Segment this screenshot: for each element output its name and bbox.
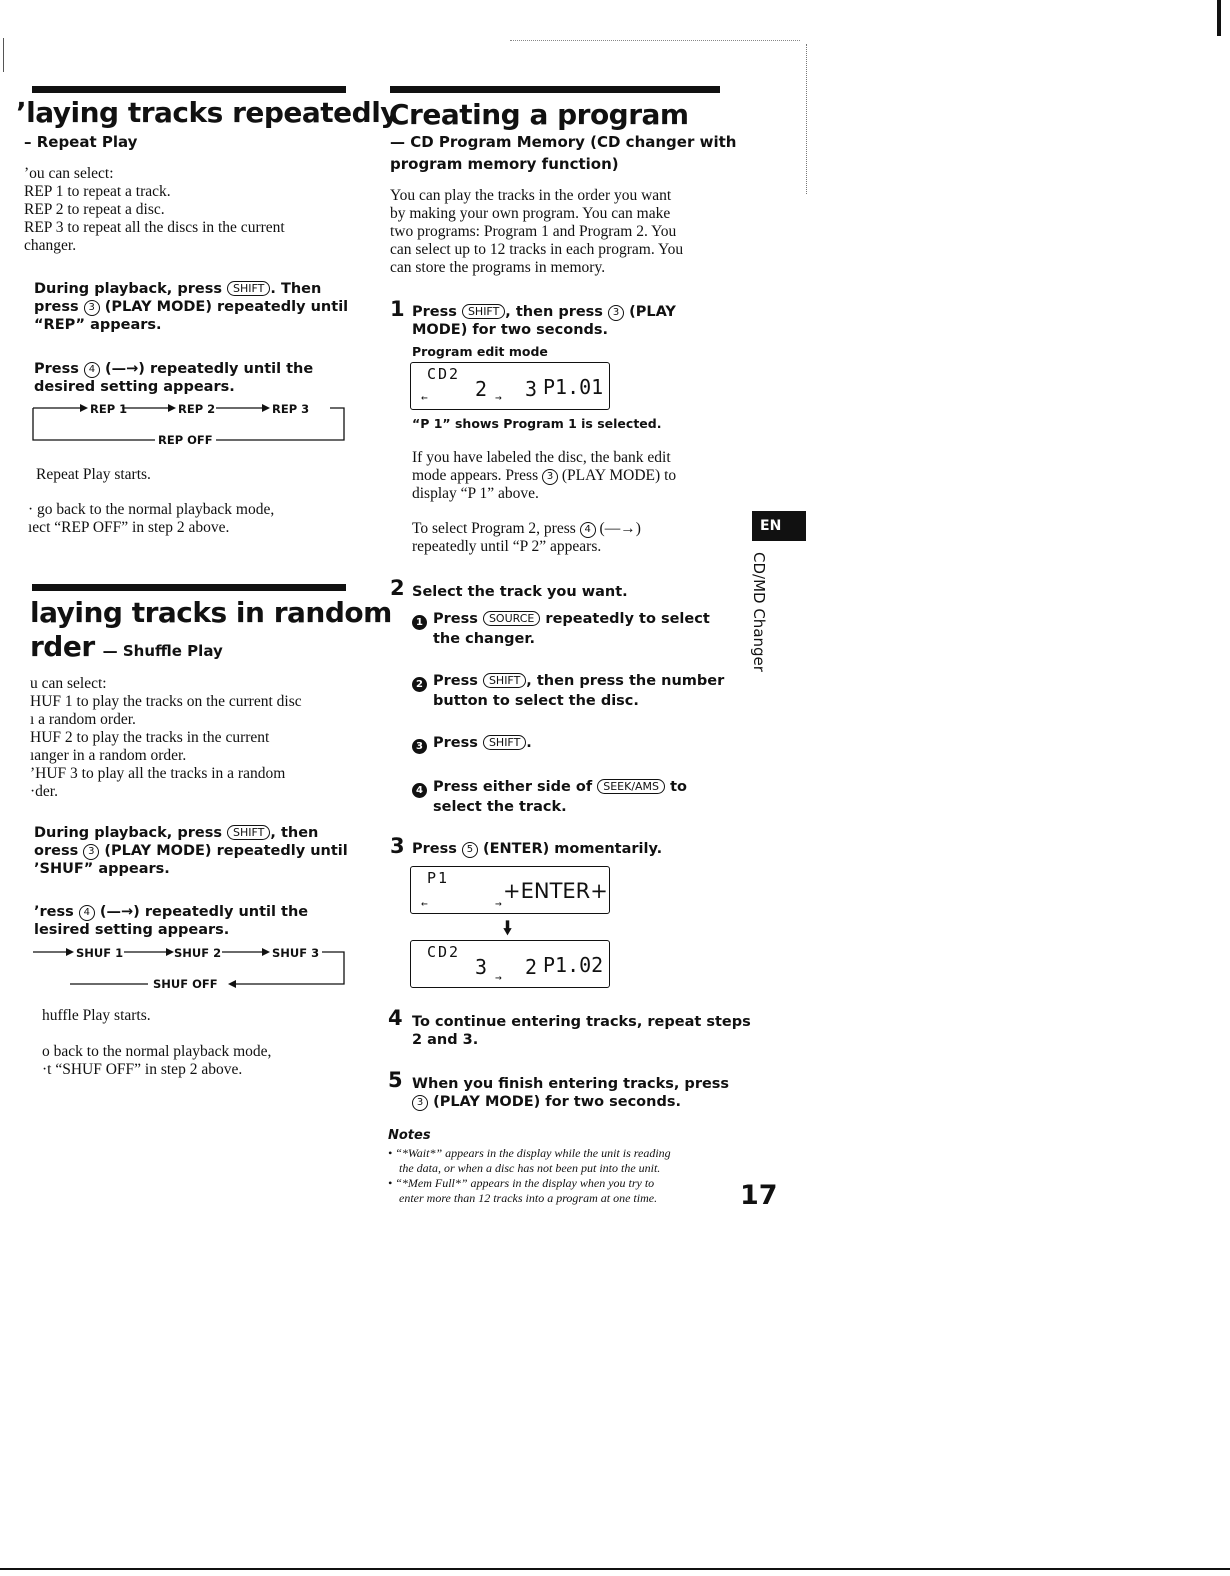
step-number: 4 — [388, 1006, 403, 1030]
notes-title: Notes — [388, 1128, 431, 1143]
flow-item: REP 2 — [178, 402, 216, 416]
edge-mark — [1217, 0, 1221, 36]
intro-text: ’ou can select: REP 1 to repeat a track. REP 2 to repeat a disc. REP 3 to repeat all the discs in the current changer. — [24, 165, 285, 254]
sub-step: 3 Press SHIFT . — [412, 734, 532, 754]
shift-key: SHIFT — [483, 673, 526, 688]
lcd-program: P1.02 — [543, 953, 604, 977]
section-rule — [32, 86, 346, 93]
page-number: 17 — [740, 1180, 778, 1211]
section-title: laying tracks in random — [30, 596, 392, 629]
intro-text: u can select: HUF 1 to play the tracks on the current disc ı a random order. HUF 2 to play the tracks in the current ıanger in a random order. ’HUF 3 to play all the tracks in a random ·der. — [30, 675, 302, 800]
shift-key: SHIFT — [227, 825, 270, 840]
page-title: Creating a program — [389, 98, 689, 131]
scan-line — [806, 44, 808, 194]
shift-key: SHIFT — [483, 735, 526, 750]
section-rule — [390, 86, 720, 93]
section-title-line2: rder — Shuffle Play — [30, 630, 223, 663]
lcd-arrow-icon: → — [495, 897, 502, 910]
button-3-icon: 3 — [83, 844, 99, 860]
sub-step: 1 Press SOURCE repeatedly to select the changer. — [412, 610, 710, 648]
button-3-icon: 3 — [412, 1095, 428, 1111]
flow-item: REP 1 — [90, 402, 128, 416]
button-4-icon: 4 — [580, 522, 596, 538]
step-text: During playback, press SHIFT , then oress 3 (PLAY MODE) repeatedly until ’SHUF” appears. — [34, 825, 348, 877]
step-text: When you finish entering tracks, press 3 (PLAY MODE) for two seconds. — [412, 1076, 730, 1110]
step-number: 5 — [388, 1068, 403, 1092]
section-title: ʼlaying tracks repeatedly — [16, 96, 399, 129]
sub-step: 2 Press SHIFT , then press the number button to select the disc. — [412, 672, 724, 710]
flow-item: SHUF OFF — [150, 977, 221, 991]
caption: “P 1” shows Program 1 is selected. — [412, 416, 662, 431]
button-4-icon: 4 — [79, 905, 95, 921]
notes-text: • “*Wait*” appears in the display while the unit is reading the data, or when a disc has not been put into the unit. • “*Mem Full*” appears in the display when you try to enter more than 12 tracks into a program at one time. — [388, 1146, 671, 1205]
body-text: To select Program 2, press 4 (—→) repeatedly until “P 2” appears. — [412, 520, 641, 555]
button-4-icon: 4 — [84, 362, 100, 378]
lcd-display — [410, 940, 610, 988]
step-text: Press SHIFT , then press 3 (PLAY MODE) for two seconds. — [412, 304, 676, 338]
step-text: Press 5 (ENTER) momentarily. — [412, 841, 663, 857]
flow-item: SHUF 3 — [272, 946, 320, 960]
lcd-arrow-icon: → — [495, 391, 502, 404]
step-number: 1 — [390, 297, 405, 321]
result-text: huffle Play starts. — [42, 1007, 151, 1024]
step-text: ʼress 4 (—→) repeatedly until the lesired setting appears. — [34, 904, 309, 938]
caption: Program edit mode — [412, 344, 548, 359]
button-3-icon: 3 — [84, 300, 100, 316]
language-tab: EN — [752, 511, 806, 541]
body-text: If you have labeled the disc, the bank edit mode appears. Press 3 (PLAY MODE) to display “P 1” above. — [412, 449, 677, 502]
lcd-enter-text: +ENTER+ — [503, 879, 608, 903]
bullet-icon: 4 — [412, 783, 427, 798]
lcd-disc-label: CD2 — [427, 365, 461, 383]
back-text: · go back to the normal playback mode, ıect “REP OFF” in step 2 above. — [28, 501, 275, 536]
lcd-track: 2 — [525, 955, 538, 979]
lcd-track: 3 — [525, 377, 538, 401]
section-rule — [32, 584, 346, 591]
bullet-icon: 1 — [412, 615, 427, 630]
lcd-program: P1.01 — [543, 375, 604, 399]
button-3-icon: 3 — [542, 469, 558, 485]
shift-key: SHIFT — [227, 281, 270, 296]
step-text: During playback, press SHIFT . Then press 3 (PLAY MODE) repeatedly until “REP” appears. — [34, 281, 349, 333]
button-5-icon: 5 — [462, 842, 478, 858]
lcd-disc: 2 — [475, 377, 488, 401]
bottom-rule — [0, 1568, 1230, 1570]
lcd-disc: 3 — [475, 955, 488, 979]
section-subtitle: — CD Program Memory (CD changer with — [390, 133, 737, 151]
source-key: SOURCE — [483, 611, 540, 626]
step-number: 3 — [390, 834, 405, 858]
lcd-arrow-icon: → — [495, 971, 502, 984]
section-subtitle: – Repeat Play — [24, 133, 138, 151]
bullet-icon: 2 — [412, 677, 427, 692]
section-label: CD/MD Changer — [750, 552, 768, 672]
lcd-display — [410, 362, 610, 410]
seek-ams-key: SEEK/AMS — [597, 779, 665, 794]
scan-line — [510, 40, 800, 42]
edge-mark — [3, 38, 4, 72]
step-text: Press 4 (—→) repeatedly until the desired setting appears. — [34, 361, 314, 395]
shift-key: SHIFT — [462, 304, 505, 319]
flow-item: REP OFF — [155, 433, 216, 447]
lcd-arrow-icon: ← — [421, 391, 428, 404]
flow-item: SHUF 2 — [174, 946, 222, 960]
result-text: Repeat Play starts. — [36, 466, 151, 483]
step-number: 2 — [390, 576, 405, 600]
flow-item: REP 3 — [272, 402, 310, 416]
step-text: To continue entering tracks, repeat steps 2 and 3. — [412, 1014, 751, 1048]
lcd-disc-label: CD2 — [427, 943, 461, 961]
back-text: o back to the normal playback mode, ·t “SHUF OFF” in step 2 above. — [42, 1043, 272, 1078]
down-arrow-icon: 🠛 — [503, 918, 513, 939]
step-text: Select the track you want. — [412, 584, 628, 600]
lcd-display — [410, 866, 610, 914]
bullet-icon: 3 — [412, 739, 427, 754]
lcd-arrow-icon: ← — [421, 897, 428, 910]
lcd-program-label: P1 — [427, 869, 450, 887]
flow-item: SHUF 1 — [76, 946, 124, 960]
intro-text: You can play the tracks in the order you want by making your own program. You can make two programs: Program 1 and Program 2. You can select up to 12 tracks in each program. You can store the programs in memory. — [390, 187, 684, 276]
sub-step: 4 Press either side of SEEK/AMS to select the track. — [412, 778, 687, 816]
section-subtitle: program memory function) — [390, 155, 619, 173]
button-3-icon: 3 — [608, 305, 624, 321]
